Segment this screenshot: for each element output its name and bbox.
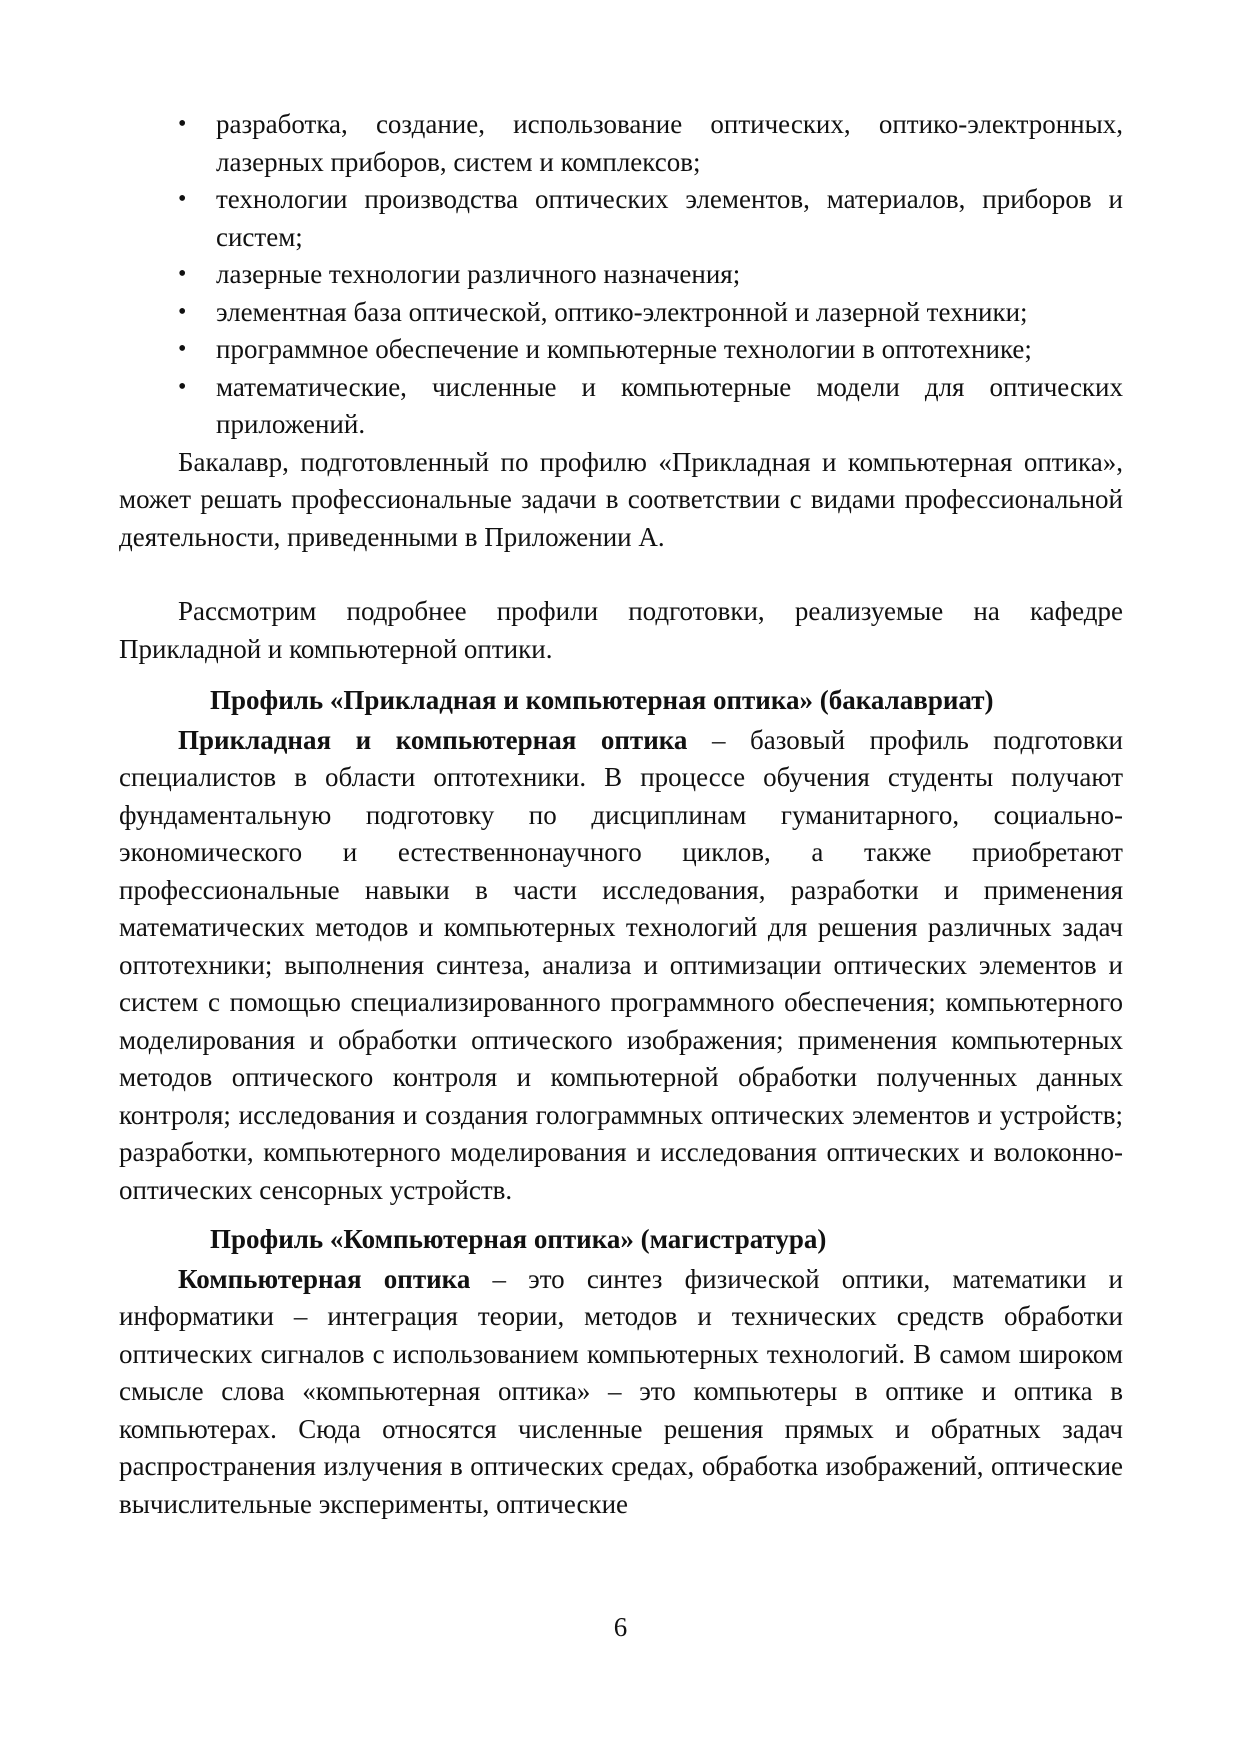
section-applied-optics-paragraph xyxy=(119,722,1123,1210)
bullet-icon: • xyxy=(178,298,187,325)
profiles-intro-paragraph: Рассмотрим подробнее профили подготовки, реализуемые на кафедре Прикладной и компьютерной оптики. xyxy=(119,596,1123,664)
bullet-icon: • xyxy=(178,111,187,137)
list-item xyxy=(119,181,1123,256)
section-computer-optics-text: – это синтез физической оптики, математики и информатики – интеграция теории, методов и технических средств обработки оптических сигналов с использованием компьютерных технологий. В самом широком смысле слова «компьютерная оптика» – это компьютеры в оптике и оптика в компьютерах. Сюда относятся численные решения прямых и обратных задач распространения излучения в оптических средах, обработка изображений, оптические вычислительные эксперименты, оптические xyxy=(119,1263,1123,1519)
bullet-icon: • xyxy=(178,373,187,400)
list-item-text: разработка, создание, использование оптических, оптико-электронных, лазерных приборов, систем и комплексов; xyxy=(216,109,1123,177)
term-computer-optics: Компьютерная оптика xyxy=(178,1263,471,1294)
bullet-icon: • xyxy=(178,336,187,362)
list-item-text: лазерные технологии различного назначения; xyxy=(216,259,741,289)
bullet-icon: • xyxy=(178,261,187,287)
list-item-text: программное обеспечение и компьютерные технологии в оптотехнике; xyxy=(216,334,1032,364)
list-item xyxy=(119,369,1123,444)
list-item-text: элементная база оптической, оптико-электронной и лазерной техники; xyxy=(216,296,1028,327)
list-item xyxy=(119,106,1123,181)
page-number: 6 xyxy=(613,1612,628,1642)
term-applied-optics: Прикладная и компьютерная оптика xyxy=(178,724,688,755)
bullet-icon: • xyxy=(178,186,187,212)
bullet-list xyxy=(119,106,1123,444)
section-applied-optics-text: – базовый профиль подготовки специалистов в области оптотехники. В процессе обучения студенты получают фундаментальную подготовку по дисциплинам гуманитарного, социально-экономического и естественнонаучного циклов, а также приобретают профессиональные навыки в части исследования, разработки и применения математических методов и компьютерных технологий для решения различных задач оптотехники; выполнения синтеза, анализа и оптимизации оптических элементов и систем с помощью специализированного программного обеспечения; компьютерного моделирования и обработки оптического изображения; применения компьютерных методов оптического контроля и компьютерной обработки полученных данных контроля; исследования и создания голограммных оптических элементов и устройств; разработки, компьютерного моделирования и исследования оптических и волоконно-оптических сенсорных устройств. xyxy=(119,724,1124,1205)
list-item xyxy=(119,331,1123,369)
page-body xyxy=(119,106,1123,1523)
bachelor-paragraph: Бакалавр, подготовленный по профилю «Прикладная и компьютерная оптика», может решать профессиональные задачи в соответствии с видами профессиональной деятельности, приведенными в Приложении А. xyxy=(119,446,1123,552)
list-item xyxy=(119,294,1123,332)
list-item-text: математические, численные и компьютерные модели для оптических приложений. xyxy=(216,371,1123,439)
list-item xyxy=(119,256,1123,294)
section-computer-optics-paragraph xyxy=(119,1261,1123,1524)
list-item-text: технологии производства оптических элементов, материалов, приборов и систем; xyxy=(216,184,1123,252)
section-heading-applied-optics: Профиль «Прикладная и компьютерная оптика» (бакалавриат) xyxy=(210,685,994,715)
section-heading-computer-optics: Профиль «Компьютерная оптика» (магистратура) xyxy=(210,1224,827,1254)
